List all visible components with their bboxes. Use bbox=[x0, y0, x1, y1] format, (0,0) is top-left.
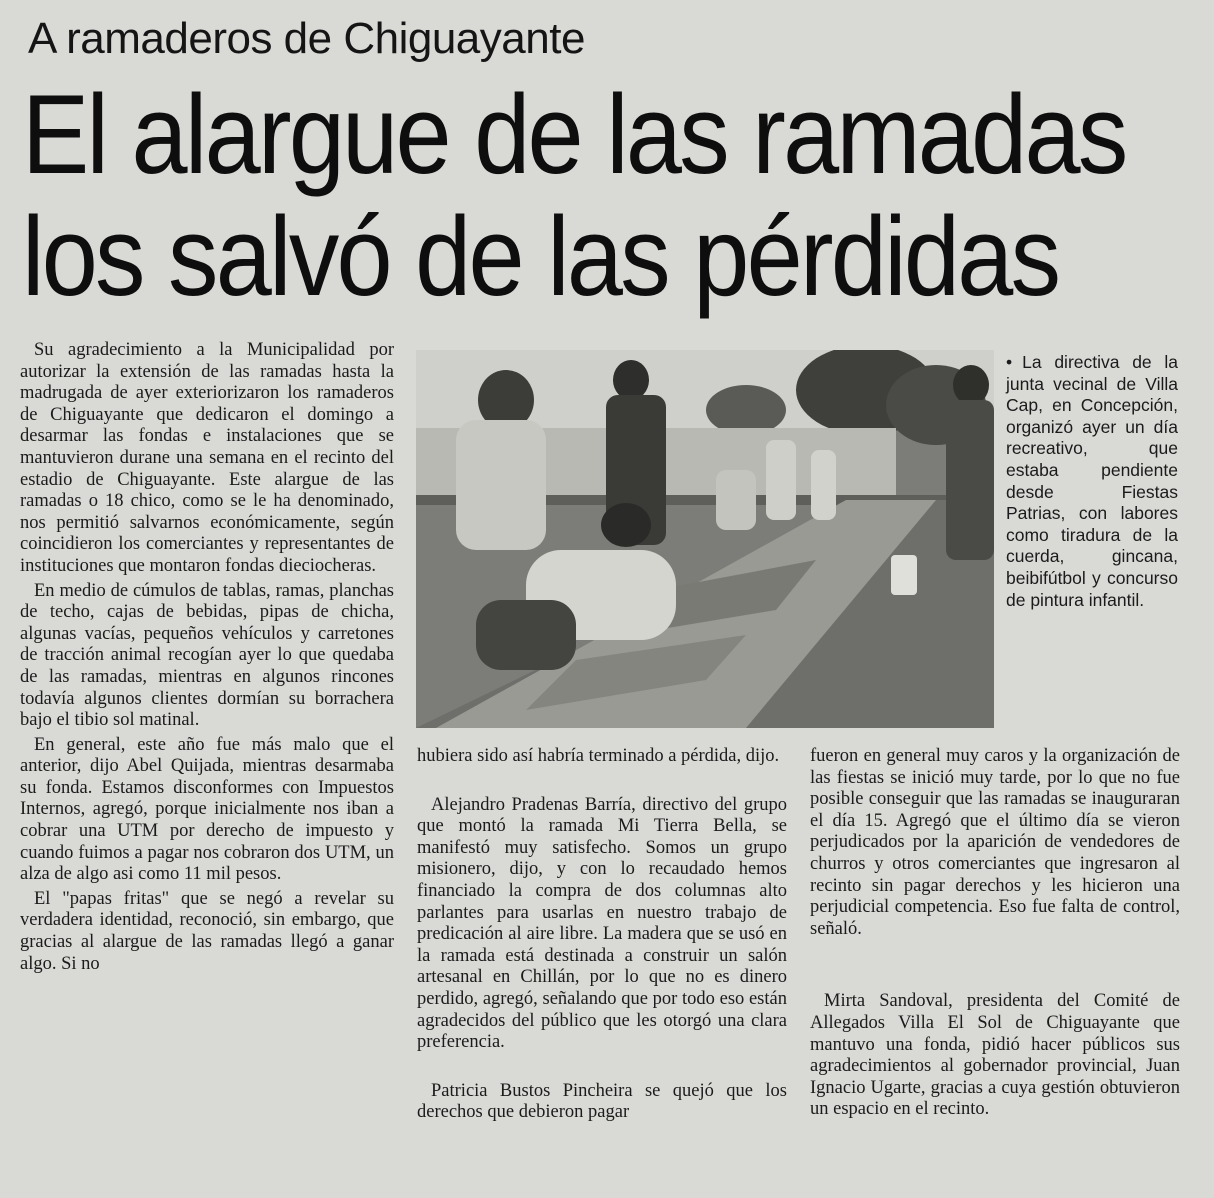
kicker: A ramaderos de Chiguayante bbox=[28, 14, 585, 63]
caption-text: La directiva de la junta vecinal de Villa Cap, en Concepción, organizó ayer un día recreativo, que estaba pendiente desde Fiestas Patrias, con labores como tiradura de la cuerda, gincana, beibifútbol y concurso de pintura infantil. bbox=[1006, 352, 1178, 610]
caption-bullet: • bbox=[1006, 352, 1013, 372]
headline-line-2: los salvó de las pérdidas bbox=[22, 194, 1059, 319]
paragraph: Patricia Bustos Pincheira se quejó que los derechos que debieron pagar bbox=[417, 1080, 787, 1123]
photo-caption bbox=[1006, 352, 1178, 611]
paragraph: El "papas fritas" que se negó a revelar su verdadera identidad, reconoció, sin embargo, que gracias al alargue de las ramadas llegó a ganar algo. Si no bbox=[20, 888, 394, 974]
photo-illustration bbox=[416, 350, 994, 728]
headline bbox=[22, 72, 1126, 319]
paragraph: Su agradecimiento a la Municipalidad por autorizar la extensión de las ramadas hasta la madrugada de ayer exteriorizaron los ramaderos de Chiguayante que dedicaron el domingo a desarmar las fondas e instalaciones que se mantuvieron durane una semana en el recinto del estadio de Chiguayante. Este alargue de las ramadas o 18 chico, como se le ha denominado, nos permitió salvarnos económicamente, según coincidieron los comerciantes y representantes de instituciones que montaron fondas dieciocheras. bbox=[20, 340, 394, 576]
paragraph: fueron en general muy caros y la organización de las fiestas se inició muy tarde, por lo que no fue posible conseguir que las ramadas se inauguraran el día 15. Agregó que el último día se vieron perjudicados por la aparición de vendedores de churros y otros comerciantes que ingresaron al recinto sin pagar derechos y les hicieron una perjudicial competencia. Eso fue falta de control, señaló. bbox=[810, 746, 1180, 939]
column-2 bbox=[417, 746, 787, 1127]
paragraph: En medio de cúmulos de tablas, ramas, planchas de techo, cajas de bebidas, pipas de chicha, algunas vacías, pequeños vehículos y carretones de tracción animal recogían ayer lo que quedaba de las ramadas, mientras en algunos rincones todavía algunos clientes dormían su borrachera bajo el tibio sol matinal. bbox=[20, 580, 394, 731]
news-photo bbox=[416, 350, 994, 728]
headline-line-1: El alargue de las ramadas bbox=[22, 72, 1126, 197]
paragraph: En general, este año fue más malo que el anterior, dijo Abel Quijada, mientras desarmaba su fonda. Estamos disconformes con Impuestos Internos, agregó, porque inicialmente nos iban a cobrar una UTM por derecho de impuesto y cuando fuimos a pagar nos cobraron dos UTM, un alza de algo asi como 11 mil pesos. bbox=[20, 734, 394, 885]
paragraph: hubiera sido así habría terminado a pérdida, dijo. bbox=[417, 746, 780, 766]
paragraph: Mirta Sandoval, presidenta del Comité de Allegados Villa El Sol de Chiguayante que mantuvo una fonda, pidió hacer públicos sus agradecimientos al gobernador provincial, Juan Ignacio Ugarte, gracias a cuya gestión obtuvieron un espacio en el recinto. bbox=[810, 991, 1180, 1120]
column-1 bbox=[20, 340, 394, 978]
column-3 bbox=[810, 746, 1180, 1124]
paragraph: Alejandro Pradenas Barría, directivo del grupo que montó la ramada Mi Tierra Bella, se manifestó muy satisfecho. Somos un grupo misionero, dijo, y con lo recaudado hemos financiado la compra de dos columnas alto parlantes para usarlas en nuestro trabajo de predicación al aire libre. La madera que se usó en la ramada está destinada a construir un salón artesanal en Chillán, por lo que no es dinero perdido, agregó, señalando que por todo eso están agradecidos del público que les otorgó una clara preferencia. bbox=[417, 794, 787, 1053]
